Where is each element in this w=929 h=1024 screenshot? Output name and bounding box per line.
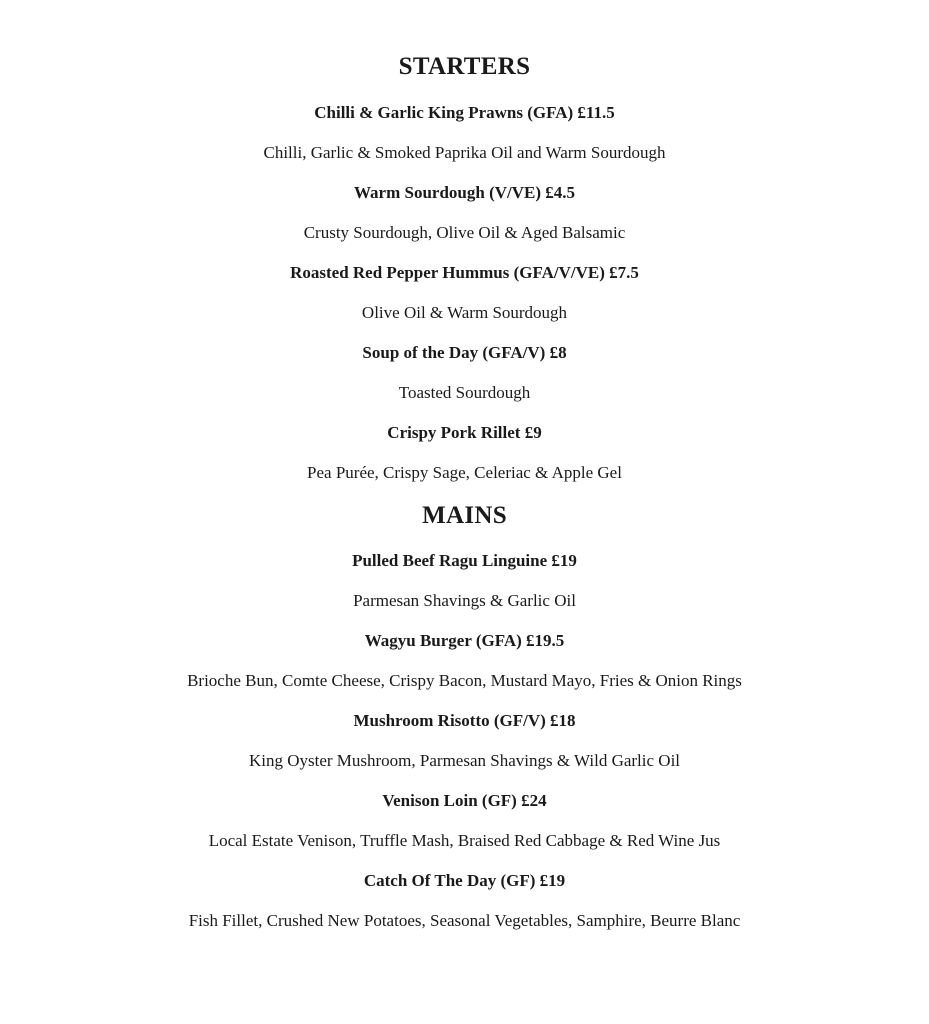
menu-item-name: Crispy Pork Rillet £9 — [387, 423, 542, 442]
menu-item-description: Parmesan Shavings & Garlic Oil — [353, 591, 576, 610]
menu-item-name: Catch Of The Day (GF) £19 — [363, 871, 566, 890]
menu-item-description: Crusty Sourdough, Olive Oil & Aged Balsamic — [303, 223, 626, 242]
menu-item-name: Venison Loin (GF) £24 — [382, 791, 547, 810]
menu-item-name: Soup of the Day (GFA/V) £8 — [362, 343, 567, 362]
menu-item-description: Brioche Bun, Comte Cheese, Crispy Bacon, Mustard Mayo, Fries & Onion Rings — [187, 671, 742, 690]
menu-item-name: Pulled Beef Ragu Linguine £19 — [352, 551, 577, 570]
menu-item-name: Roasted Red Pepper Hummus (GFA/V/VE) £7.5 — [290, 263, 639, 282]
menu-item-description: King Oyster Mushroom, Parmesan Shavings & Wild Garlic Oil — [248, 751, 681, 770]
menu-item-description: Toasted Sourdough — [398, 383, 531, 402]
menu-item-description: Chilli, Garlic & Smoked Paprika Oil and Warm Sourdough — [263, 143, 666, 162]
menu-item-name: Wagyu Burger (GFA) £19.5 — [364, 631, 565, 650]
menu-item-name: Warm Sourdough (V/VE) £4.5 — [353, 183, 576, 202]
section-heading-mains: MAINS — [422, 502, 507, 529]
menu-item-description: Local Estate Venison, Truffle Mash, Braised Red Cabbage & Red Wine Jus — [208, 831, 721, 850]
menu-item-name: Mushroom Risotto (GF/V) £18 — [353, 711, 576, 730]
menu-item-description: Fish Fillet, Crushed New Potatoes, Seasonal Vegetables, Samphire, Beurre Blanc — [188, 911, 741, 930]
menu-item-description: Pea Purée, Crispy Sage, Celeriac & Apple Gel — [307, 463, 622, 482]
section-heading-starters: STARTERS — [398, 53, 531, 80]
menu-item-name: Chilli & Garlic King Prawns (GFA) £11.5 — [314, 103, 615, 122]
menu-item-description: Olive Oil & Warm Sourdough — [361, 303, 568, 322]
